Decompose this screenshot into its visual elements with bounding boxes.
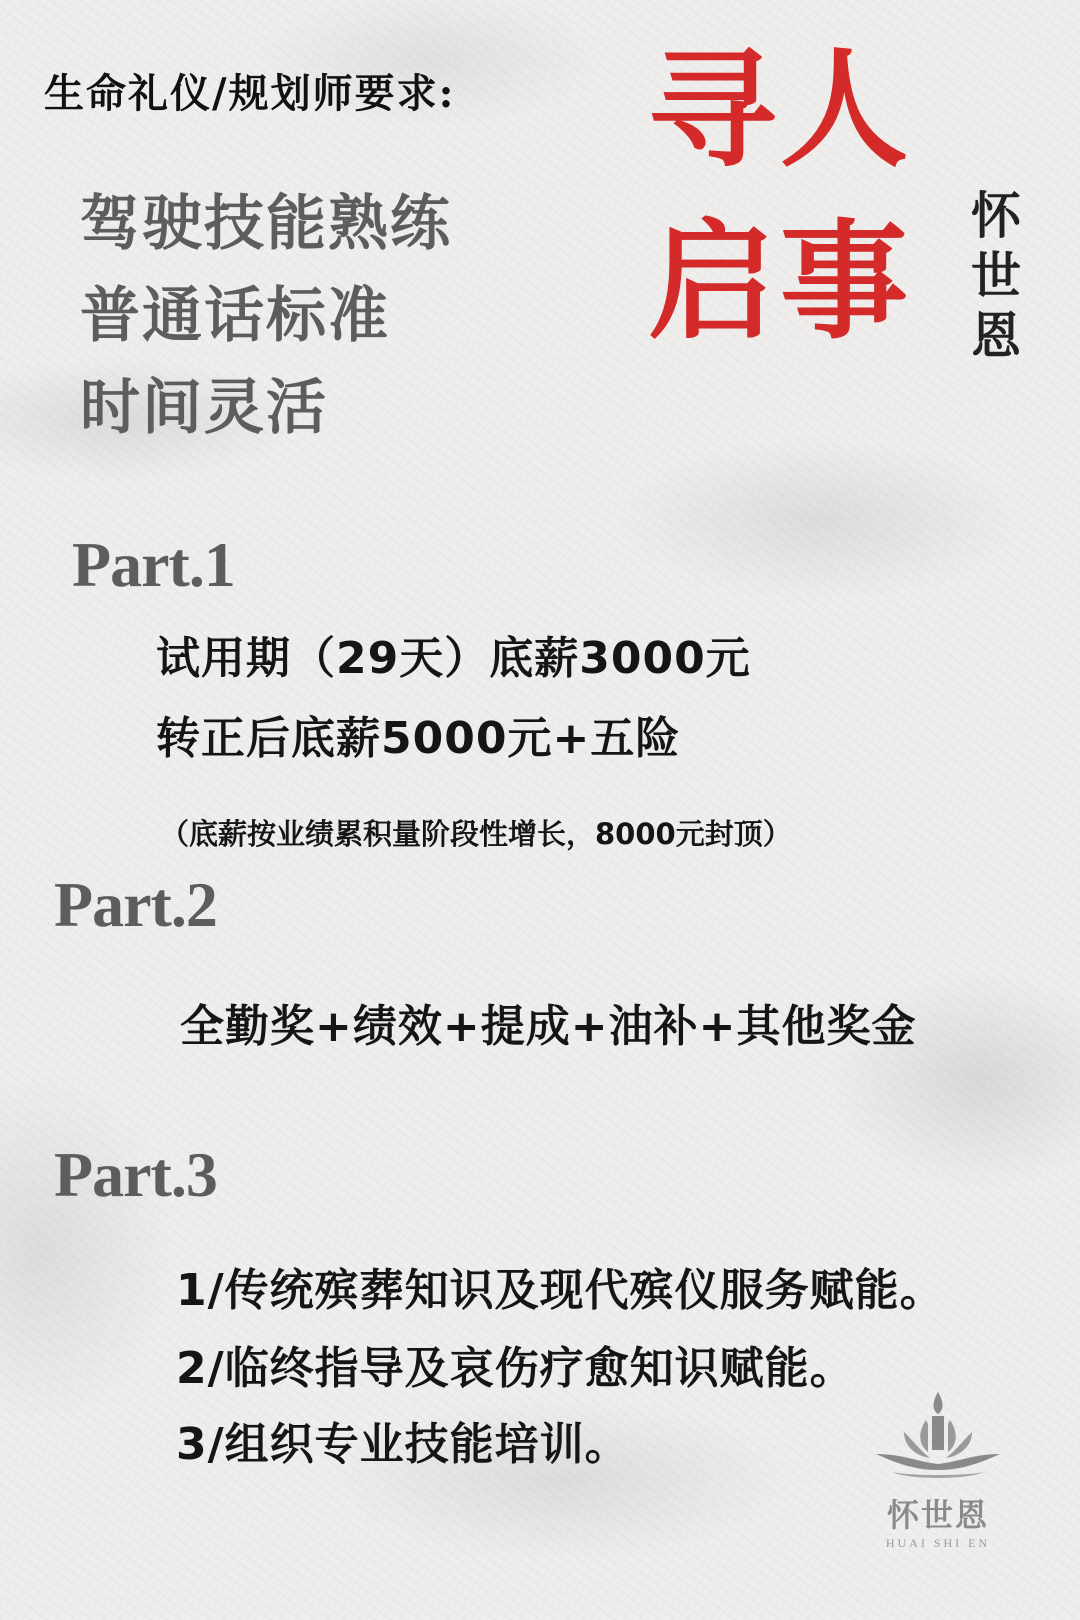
requirement-item: 普通话标准 <box>80 281 390 351</box>
part1-note: （底薪按业绩累积量阶段性增长，8000元封顶） <box>160 817 792 851</box>
requirements-heading: 生命礼仪/规划师要求: <box>44 70 456 117</box>
brand-vertical <box>966 186 1026 366</box>
logo-name-en: HUAI SHI EN <box>885 1536 991 1550</box>
poster-title-line1: 寻人 <box>648 35 913 185</box>
part3-line: 1/传统殡葬知识及现代殡仪服务赋能。 <box>176 1265 945 1316</box>
brand-char: 恩 <box>971 306 1021 365</box>
part1-line: 转正后底薪5000元+五险 <box>156 713 681 764</box>
part3-heading: Part.3 <box>54 1139 217 1210</box>
part2-heading: Part.2 <box>54 869 217 940</box>
part1-heading: Part.1 <box>72 529 235 600</box>
part1-line: 试用期（29天）底薪3000元 <box>156 633 751 684</box>
requirement-item: 时间灵活 <box>80 373 328 443</box>
poster-title-line2: 启事 <box>648 207 913 357</box>
requirement-item: 驾驶技能熟练 <box>80 189 452 259</box>
brand-logo <box>868 1384 1008 1551</box>
part2-line: 全勤奖+绩效+提成+油补+其他奖金 <box>180 1001 917 1052</box>
part3-line: 2/临终指导及哀伤疗愈知识赋能。 <box>176 1343 855 1394</box>
brand-char: 世 <box>971 246 1021 305</box>
lotus-candle-icon <box>868 1384 1008 1484</box>
logo-name-cn: 怀世恩 <box>886 1496 989 1534</box>
part3-line: 3/组织专业技能培训。 <box>176 1419 630 1470</box>
requirements-list <box>80 178 452 454</box>
brand-char: 怀 <box>971 186 1021 245</box>
